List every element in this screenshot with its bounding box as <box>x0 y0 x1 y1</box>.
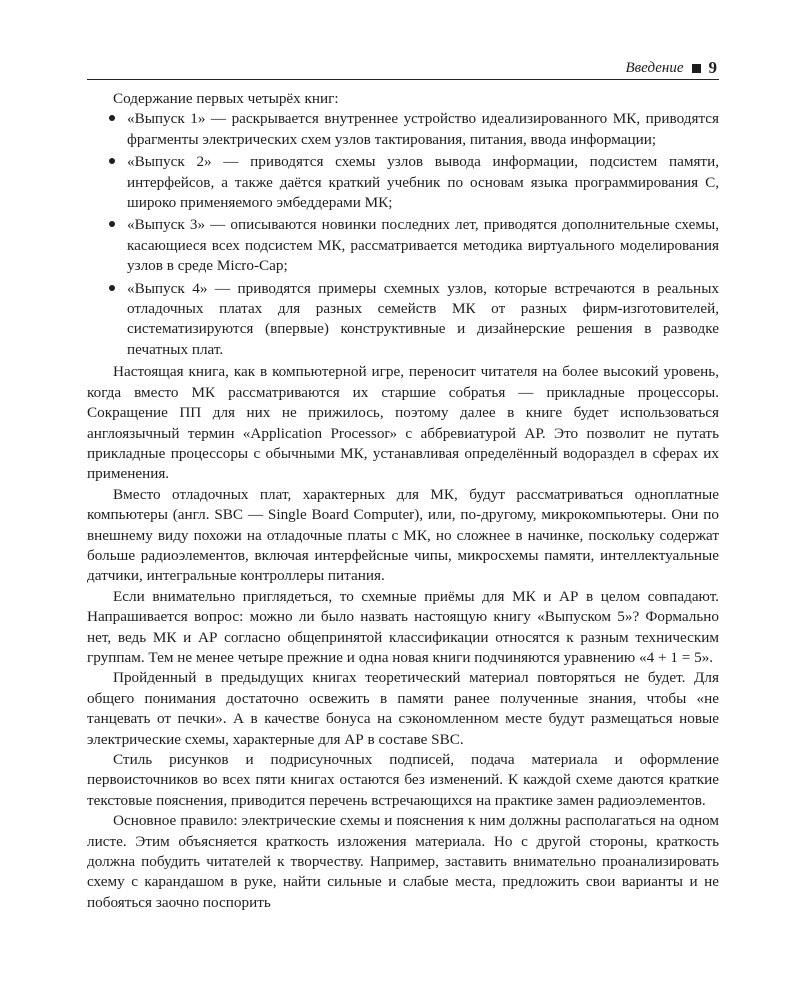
list-item <box>87 215 719 276</box>
paragraph: Вместо отладочных плат, характерных для МК, будут рассматриваться одноплатные компьютеры (англ. SBC — Single Board Computer), или, по-другому, микрокомпьютеры. Они по внешнему виду похожи на отладочные платы с МК, но сложнее в начинке, поскольку содержат больше радиоэлементов, включая интерфейсные чипы, микросхемы памяти, интеллектуальные датчики, интегральные контроллеры питания. <box>87 485 719 585</box>
square-bullet-icon <box>692 64 701 73</box>
book-list <box>87 109 719 360</box>
paragraph: Настоящая книга, как в компьютерной игре, переносит читателя на более высокий уровень, когда вместо МК рассматриваются их старшие собратья — прикладные процессоры. Сокращение ПП для них не прижилось, поэтому далее в книге будет использоваться англоязычный термин «Application Processor» с аббревиатурой АР. Это позволит не путать прикладные процессоры с обычными МК, устанавливая определённый водораздел в сферах их применения. <box>87 363 719 483</box>
list-item-text: «Выпуск 1» — раскрывается внутреннее устройство идеализированного МК, приводятся фрагменты электрических схем узлов тактирования, питания, ввода информации; <box>127 110 719 148</box>
bullet-icon <box>109 158 115 164</box>
list-item <box>87 279 719 361</box>
list-item-text: «Выпуск 3» — описываются новинки последних лет, приводятся дополнительные схемы, касающиеся всех подсистем МК, рассматривается методика виртуального моделирования узлов в среде Micro-Cap; <box>127 216 719 275</box>
bullet-icon <box>109 115 115 121</box>
list-item-text: «Выпуск 4» — приводятся примеры схемных узлов, которые встречаются в реальных отладочных платах для разных семейств МК от разных фирм-изготовителей, систематизируются (впервые) конструктивные и дизайнерские решения в разводке печатных плат. <box>127 279 719 358</box>
bullet-icon <box>109 285 115 291</box>
running-header <box>87 57 719 80</box>
list-item-text: «Выпуск 2» — приводятся схемы узлов вывода информации, подсистем памяти, интерфейсов, а также даётся краткий учебник по основам языка программирования С, широко применяемого эмбеддерами МК; <box>127 153 719 212</box>
page-body <box>87 89 719 913</box>
page-number: 9 <box>708 58 717 77</box>
header-right <box>626 58 718 78</box>
paragraph: Основное правило: электрические схемы и пояснения к ним должны располагаться на одном листе. Этим объясняется краткость изложения материала. Но с другой стороны, краткость должна побудить читателей к творчеству. Например, заставить внимательно проанализировать схему с карандашом в руке, найти сильные и слабые места, предложить свои варианты и не побояться заочно поспорить <box>87 812 719 911</box>
paragraph: Пройденный в предыдущих книгах теоретический материал повторяться не будет. Для общего понимания достаточно освежить в памяти ранее полученные знания, чтобы «не танцевать от печки». А в качестве бонуса на сэкономленном месте будут размещаться новые электрические схемы, характерные для АР в составе SBC. <box>87 669 719 748</box>
intro-line: Содержание первых четырёх книг: <box>113 90 339 107</box>
list-item <box>87 109 719 150</box>
bullet-icon <box>109 221 115 227</box>
section-title: Введение <box>625 59 684 76</box>
paragraph: Стиль рисунков и подрисуночных подписей, подача материала и оформление первоисточников во всех пяти книгах остаются без изменений. К каждой схеме даются краткие текстовые пояснения, приводится перечень встречающихся на практике замен радиоэлементов. <box>87 751 719 809</box>
list-item <box>87 152 719 213</box>
paragraph: Если внимательно приглядеться, то схемные приёмы для МК и АР в целом совпадают. Напрашивается вопрос: можно ли было назвать настоящую книгу «Выпуском 5»? Формально нет, ведь МК и АР согласно общепринятой классификации относятся к разным техническим группам. Тем не менее четыре прежние и одна новая книги подчиняются уравнению «4 + 1 = 5». <box>87 587 719 666</box>
